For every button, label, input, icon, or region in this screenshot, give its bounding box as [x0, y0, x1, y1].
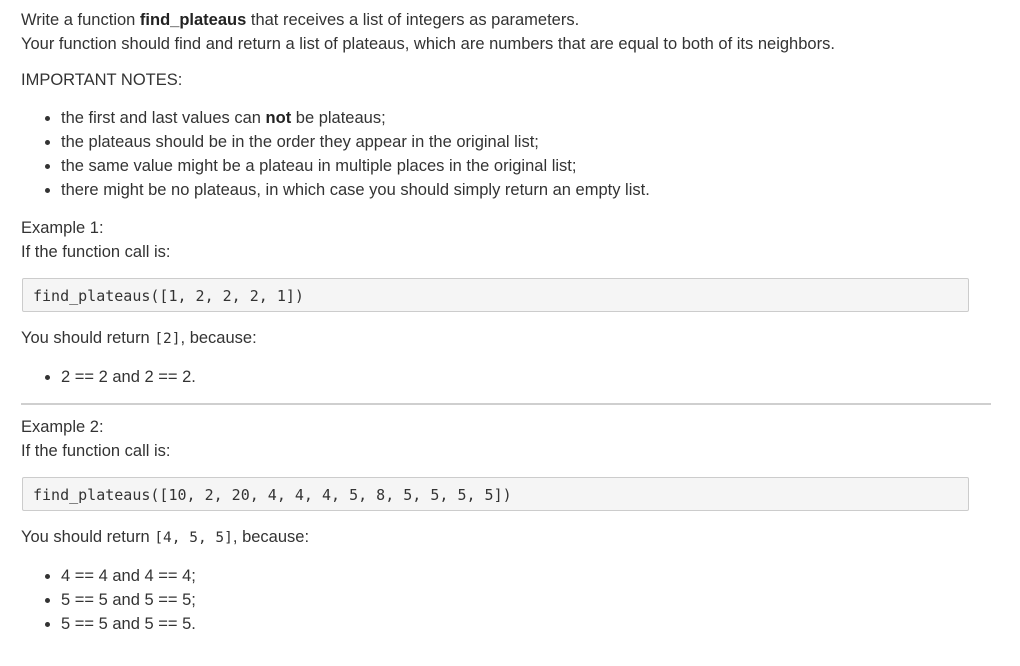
note-item: • the same value might be a plateau in multiple places in the original list; — [61, 154, 992, 178]
example-1-return: You should return [2], because: — [21, 329, 257, 347]
example-1-return-value: [2] — [154, 331, 181, 347]
notes-list — [21, 106, 992, 202]
example-2-reasons — [21, 564, 992, 636]
note-item: • the first and last values can not be plateaus; — [61, 106, 992, 130]
reason-item: • 5 == 5 and 5 == 5; — [61, 588, 992, 612]
example-2-title: Example 2: — [21, 418, 104, 436]
intro-line-1: Write a function find_plateaus that receives a list of integers as parameters. — [21, 11, 580, 29]
example-1-code: find_plateaus([1, 2, 2, 2, 1]) — [22, 278, 969, 312]
example-1-call-label: If the function call is: — [21, 243, 171, 261]
notes-heading: IMPORTANT NOTES: — [21, 71, 183, 89]
reason-item: • 2 == 2 and 2 == 2. — [61, 365, 992, 389]
example-1-reasons — [21, 365, 992, 389]
example-2-return: You should return [4, 5, 5], because: — [21, 528, 310, 546]
example-2-call-label: If the function call is: — [21, 442, 171, 460]
section-divider — [21, 403, 991, 405]
reason-item: • 5 == 5 and 5 == 5. — [61, 612, 992, 636]
note-item: • the plateaus should be in the order they appear in the original list; — [61, 130, 992, 154]
function-name: find_plateaus — [139, 11, 247, 29]
note-item: • there might be no plateaus, in which case you should simply return an empty list. — [61, 178, 992, 202]
example-1-title: Example 1: — [21, 219, 104, 237]
intro-line-2: Your function should find and return a list of plateaus, which are numbers that are equal to both of its neighbors. — [21, 35, 835, 53]
example-2-code: find_plateaus([10, 2, 20, 4, 4, 4, 5, 8, 5, 5, 5, 5]) — [22, 477, 969, 511]
reason-item: • 4 == 4 and 4 == 4; — [61, 564, 992, 588]
example-2-return-value: [4, 5, 5] — [154, 530, 233, 546]
